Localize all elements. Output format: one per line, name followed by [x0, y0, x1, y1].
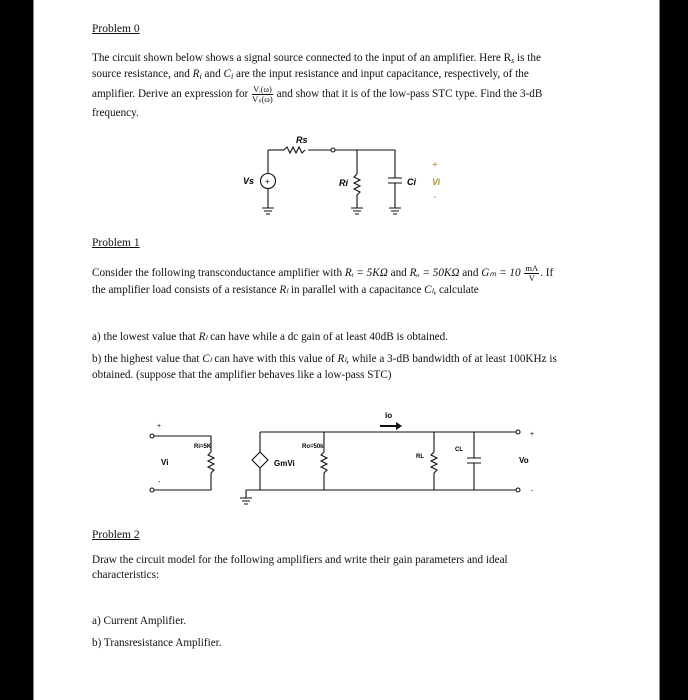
cl-capacitor [467, 458, 481, 463]
ri-label: Ri=5K [194, 444, 212, 450]
gm-unit-fraction: $\frac{mA}{V}$ [525, 263, 539, 283]
io-label: io [385, 411, 393, 420]
problem0-line2: source resistance, and $R_i$ and $C_i$ are the input resistance and input capacitance, respectively, of the [92, 68, 529, 81]
vs-plus-sign: + [265, 177, 270, 186]
io-arrow [380, 422, 402, 430]
vi-label: Vi [432, 177, 441, 187]
problem1-question-a: a) the lowest value that Rₗ can have while a dc gain of at least 40dB is obtained. [92, 331, 449, 343]
gm-arrow-glyph: ↑ [258, 458, 262, 465]
vo-label: Vo [519, 456, 529, 465]
ro-resistor [321, 452, 327, 473]
rl-label: RL [416, 454, 424, 460]
problem0-line4: frequency. [92, 107, 139, 119]
input-plus: + [157, 423, 162, 430]
ci-label: Ci [407, 177, 416, 187]
input-minus: - [158, 479, 161, 486]
ground-symbol [240, 498, 252, 504]
problem2-line2: characteristics: [92, 569, 160, 581]
voltage-ratio-fraction: $\frac{\text{Vᵢ(ω)}}{\text{Vₛ(ω)}}$ [252, 84, 273, 104]
problem0-line3: amplifier. Derive an expression for $\frac{\text{Vᵢ(ω)}}{\text{Vₛ(ω)}}$ and show that it is of the low-pass STC type. Find the 3-dB [92, 84, 543, 104]
ri-label: Ri [339, 178, 348, 188]
vi-plus: + [432, 160, 438, 171]
problem2-heading: Problem 2 [92, 529, 140, 541]
problem2-item-b: b) Transresistance Amplifier. [92, 637, 222, 649]
vi-minus: - [433, 192, 437, 203]
vs-label: Vs [243, 176, 255, 186]
rs-label: Rs [296, 135, 308, 145]
cl-label: CL [455, 447, 463, 453]
problem0-heading: Problem 0 [92, 23, 140, 35]
problem2-line1: Draw the circuit model for the following amplifiers and write their gain parameters and ideal [92, 554, 508, 566]
circuit-diagram-1 [34, 0, 659, 530]
output-plus: + [530, 431, 535, 438]
rl-resistor [431, 452, 437, 473]
problem0-line1: The circuit shown below shows a signal source connected to the input of an amplifier. Here $R_s$ is the [92, 52, 541, 65]
problem1-line1: Consider the following transconductance amplifier with Rᵢ = 5KΩ and Rₒ = 50KΩ and Gₘ = 10 $\frac{mA}{V}$ . If [92, 263, 554, 283]
vi-label: Vi [161, 458, 169, 467]
problem1-line2: the amplifier load consists of a resistance Rₗ in parallel with a capacitance Cₗ, calculate [92, 284, 479, 296]
problem1-heading: Problem 1 [92, 237, 140, 249]
gm-label: GmVi [274, 459, 295, 468]
problem1-question-b: b) the highest value that Cₗ can have with this value of Rₗ, while a 3-dB bandwidth of at least 100KHz is [92, 353, 557, 365]
document-page [33, 0, 660, 700]
ri-resistor [208, 452, 214, 473]
output-minus: - [531, 488, 534, 495]
problem1-question-b-line2: obtained. (suppose that the amplifier behaves like a low-pass STC) [92, 369, 392, 381]
problem2-item-a: a) Current Amplifier. [92, 615, 187, 627]
ro-label: Ro=50k [302, 444, 324, 450]
